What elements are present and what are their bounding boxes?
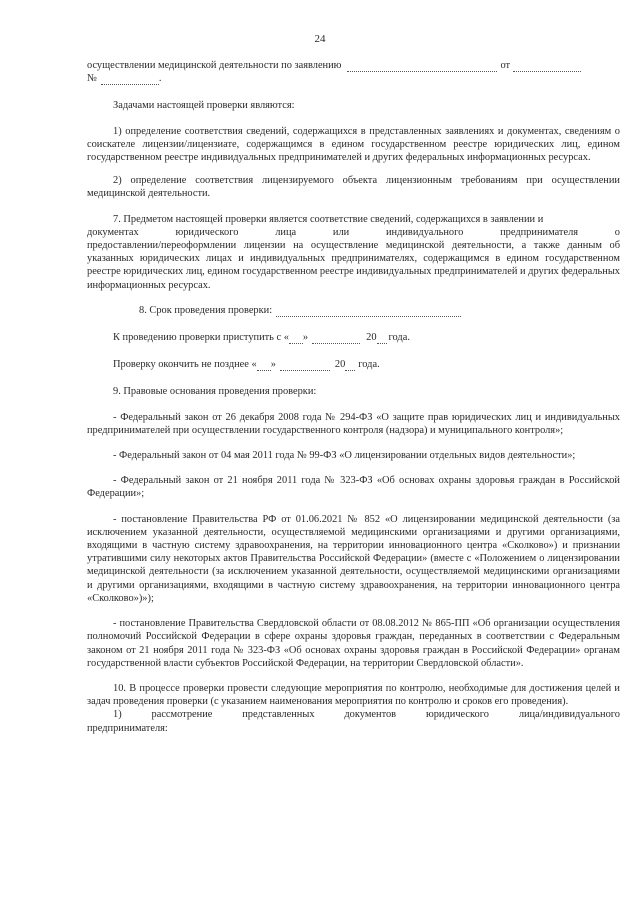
item-7-word: лица — [275, 226, 297, 238]
end-day-blank — [257, 360, 271, 371]
task-2: 2) определение соответствия лицензируемого объекта лицензионным требованиям при осуществлении медицинской деятельности. — [87, 175, 620, 200]
page-number: 24 — [314, 33, 326, 45]
item-7-word: или — [332, 226, 350, 238]
start-mid: » — [302, 332, 309, 344]
document-body — [87, 59, 620, 735]
application-text: осуществлении медицинской деятельности по заявлению — [87, 60, 342, 71]
start-year: 20 — [366, 332, 377, 344]
end-month-blank — [280, 360, 330, 371]
number-blank — [101, 74, 159, 85]
end-prefix: Проверку окончить не позднее « — [113, 359, 257, 371]
end-suffix: года. — [358, 359, 380, 371]
law-4: - постановление Правительства РФ от 01.06.2021 № 852 «О лицензировании медицинской деятельности (за исключением указанной деятельности, осуществляемой медицинскими организациями и другими организациями, входящими в частную систему здравоохранения, на территории инновационного центра «Сколково») и признании утратившими силу некоторых актов Правительства Российской Федерации» (вместе с «Положением о лицензировании медицинской деятельности (за исключением указанной деятельности, осуществляемой медицинскими организациями и другими организациями, входящими в частную систему здравоохранения, на территории инновационного центра «Сколково»)»); — [87, 513, 620, 604]
start-day-blank — [289, 333, 303, 344]
number-line: № . — [87, 73, 162, 85]
sub-1-word: юридического — [425, 709, 489, 721]
start-year-blank — [377, 333, 387, 344]
start-suffix: года. — [388, 332, 410, 344]
application-blank — [347, 61, 497, 72]
end-line — [87, 358, 620, 371]
item-7-word: документах — [87, 226, 139, 238]
item-7-word: индивидуального — [385, 226, 464, 238]
sub-1-rest: предпринимателя: — [87, 722, 168, 734]
tasks-heading: Задачами настоящей проверки являются: — [113, 100, 295, 112]
sub-1-word: представленных — [242, 709, 315, 721]
end-mid: » — [270, 359, 276, 371]
law-2: - Федеральный закон от 04 мая 2011 года № 99-ФЗ «О лицензировании отдельных видов деятельности»; — [113, 450, 576, 462]
law-3: - Федеральный закон от 21 ноября 2011 года № 323-ФЗ «Об основах охраны здоровья граждан в Российской Федерации»; — [87, 475, 620, 500]
item-8-blank — [276, 306, 461, 317]
date-blank — [513, 61, 581, 72]
item-7-word: о — [614, 226, 620, 238]
item-7-first-line: 7. Предметом настоящей проверки является соответствие сведений, содержащихся в заявлении и — [113, 213, 544, 225]
end-year: 20 — [334, 359, 346, 371]
law-1: - Федеральный закон от 26 декабря 2008 года № 294-ФЗ «О защите прав юридических лиц и индивидуальных предпринимателей при осуществлении государственного контроля (надзора) и муниципального контроля»; — [87, 411, 620, 436]
end-year-blank — [345, 360, 355, 371]
sub-1-word: рассмотрение — [151, 709, 213, 721]
item-7-rest: предоставлении/переоформлении лицензии на осуществление медицинской деятельности, а также данным об указанных юридических лицах и индивидуальных предпринимателях, содержащимся в едином государственном реестре юридических лиц, едином государственном реестре индивидуальных предпринимателей и других федеральных информационных ресурсах. — [87, 240, 620, 291]
item-7-word: предпринимателя — [500, 226, 579, 238]
from-label: от — [500, 60, 511, 71]
number-label: № — [87, 73, 97, 85]
sub-1-word: 1) — [113, 709, 122, 721]
start-line — [87, 331, 620, 344]
start-month-blank — [312, 333, 360, 344]
sub-1-word: лица/индивидуального — [518, 709, 620, 721]
item-7-spread-line — [87, 226, 620, 239]
item-7-word: юридического — [175, 226, 239, 238]
sub-1-word: документов — [344, 709, 397, 721]
sub-1-spread-line — [87, 708, 620, 721]
item-8-label: 8. Срок проведения проверки: — [139, 304, 273, 316]
item-8 — [87, 304, 620, 317]
start-prefix: К проведению проверки приступить с « — [113, 332, 289, 344]
item-10: 10. В процессе проверки провести следующие мероприятия по контролю, необходимые для достижения целей и задач проведения проверки (с указанием наименования мероприятия по контролю и сроков его проведения). — [87, 682, 620, 708]
law-5: - постановление Правительства Свердловской области от 08.08.2012 № 865-ПП «Об организации осуществления полномочий Российской Федерации в сфере охраны здоровья граждан, переданных в соответствии с Федеральным законом от 21 ноября 2011 года № 323-ФЗ «Об основах охраны здоровья граждан в Российской Федерации» органам государственной власти субъектов Российской Федерации, на территории Свердловской области». — [87, 618, 620, 669]
item-9: 9. Правовые основания проведения проверки: — [113, 386, 317, 398]
task-1: 1) определение соответствия сведений, содержащихся в представленных заявлениях и документах, сведениям о соискателе лицензии/лицензиате, содержащимся в едином государственном реестре юридических лиц, едином государственном реестре индивидуальных предпринимателей и других федеральных информационных ресурсах. — [87, 125, 620, 164]
application-line — [87, 59, 620, 72]
